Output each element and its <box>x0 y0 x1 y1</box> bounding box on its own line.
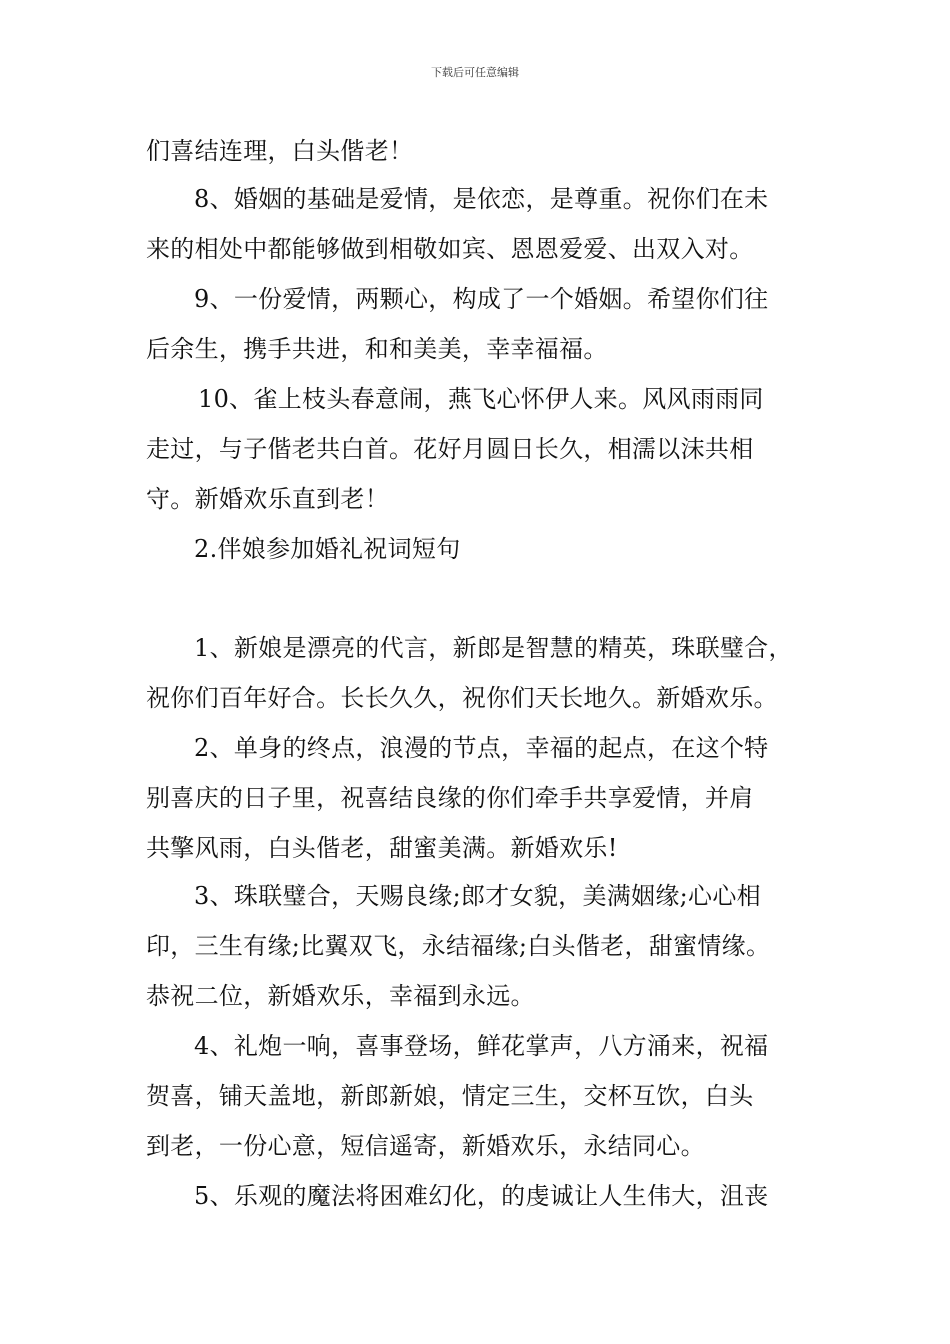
text-line: 守。新婚欢乐直到老！ <box>146 485 389 513</box>
text-line: 走过，与子偕老共白首。花好月圆日长久，相濡以沫共相 <box>146 435 754 463</box>
page-header: 下载后可任意编辑 <box>431 66 519 79</box>
text-line: 5、乐观的魔法将困难幻化，的虔诚让人生伟大，沮丧 <box>194 1182 769 1210</box>
section-heading: 2.伴娘参加婚礼祝词短句 <box>194 535 461 563</box>
text-line: 恭祝二位，新婚欢乐，幸福到永远。 <box>146 982 535 1010</box>
text-line: 10、雀上枝头春意闹，燕飞心怀伊人来。风风雨雨同 <box>198 385 764 413</box>
text-line: 1、新娘是漂亮的代言，新郎是智慧的精英，珠联璧合， <box>194 634 793 662</box>
text-line: 到老，一份心意，短信遥寄，新婚欢乐，永结同心。 <box>146 1132 705 1160</box>
text-line: 祝你们百年好合。长长久久，祝你们天长地久。新婚欢乐。 <box>146 684 778 712</box>
text-line: 们喜结连理，白头偕老！ <box>146 137 414 165</box>
text-line: 8、婚姻的基础是爱情，是依恋，是尊重。祝你们在未 <box>194 185 769 213</box>
text-line: 贺喜，铺天盖地，新郎新娘，情定三生，交杯互饮，白头 <box>146 1082 754 1110</box>
text-line: 3、珠联璧合，天赐良缘;郎才女貌，美满姻缘;心心相 <box>194 882 761 910</box>
text-line: 9、一份爱情，两颗心，构成了一个婚姻。希望你们往 <box>194 285 769 313</box>
text-line: 来的相处中都能够做到相敬如宾、恩恩爱爱、出双入对。 <box>146 235 754 263</box>
text-line: 别喜庆的日子里，祝喜结良缘的你们牵手共享爱情，并肩 <box>146 784 754 812</box>
text-line: 印，三生有缘;比翼双飞，永结福缘;白头偕老，甜蜜情缘。 <box>146 932 771 960</box>
text-line: 4、礼炮一响，喜事登场，鲜花掌声，八方涌来，祝福 <box>194 1032 769 1060</box>
text-line: 共擎风雨，白头偕老，甜蜜美满。新婚欢乐! <box>146 834 618 862</box>
text-line: 后余生，携手共进，和和美美，幸幸福福。 <box>146 335 608 363</box>
text-line: 2、单身的终点，浪漫的节点，幸福的起点，在这个特 <box>194 734 769 762</box>
